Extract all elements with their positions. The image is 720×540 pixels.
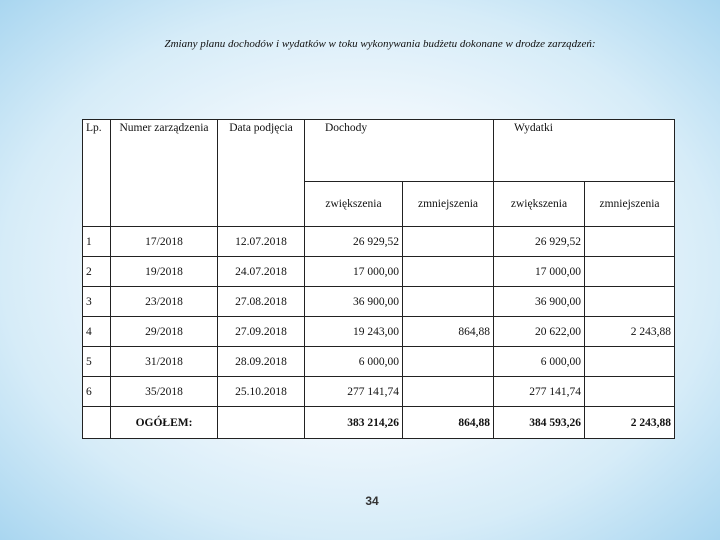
cell-wydatki-zwiekszenia: 6 000,00 xyxy=(494,347,585,377)
total-wydatki-zwiekszenia: 384 593,26 xyxy=(494,407,585,439)
cell-dochody-zmniejszenia xyxy=(403,227,494,257)
cell-numer: 29/2018 xyxy=(111,317,218,347)
header-dochody-label: Dochody xyxy=(325,122,368,134)
total-dochody-zmniejszenia: 864,88 xyxy=(403,407,494,439)
cell-wydatki-zwiekszenia: 36 900,00 xyxy=(494,287,585,317)
cell-numer: 17/2018 xyxy=(111,227,218,257)
cell-dochody-zmniejszenia xyxy=(403,257,494,287)
cell-dochody-zmniejszenia: 864,88 xyxy=(403,317,494,347)
header-dochody xyxy=(305,120,494,182)
cell-wydatki-zmniejszenia xyxy=(585,347,675,377)
cell-dochody-zmniejszenia xyxy=(403,347,494,377)
cell-data: 27.09.2018 xyxy=(218,317,305,347)
cell-wydatki-zmniejszenia xyxy=(585,377,675,407)
cell-dochody-zwiekszenia: 26 929,52 xyxy=(305,227,403,257)
header-wydatki-zmniejszenia: zmniejszenia xyxy=(585,181,675,226)
cell-lp: 1 xyxy=(83,227,111,257)
table-row xyxy=(83,227,675,257)
total-label: OGÓŁEM: xyxy=(111,407,218,439)
header-wydatki-label: Wydatki xyxy=(514,122,553,134)
header-lp: Lp. xyxy=(83,120,111,227)
table-row xyxy=(83,377,675,407)
header-wydatki xyxy=(494,120,675,182)
cell-wydatki-zwiekszenia: 20 622,00 xyxy=(494,317,585,347)
header-dochody-zmniejszenia: zmniejszenia xyxy=(403,181,494,226)
total-dochody-zwiekszenia: 383 214,26 xyxy=(305,407,403,439)
cell-dochody-zwiekszenia: 36 900,00 xyxy=(305,287,403,317)
table-row xyxy=(83,347,675,377)
cell-dochody-zmniejszenia xyxy=(403,377,494,407)
cell-data: 28.09.2018 xyxy=(218,347,305,377)
cell-dochody-zwiekszenia: 17 000,00 xyxy=(305,257,403,287)
header-wydatki-zwiekszenia: zwiększenia xyxy=(494,181,585,226)
total-row xyxy=(83,407,675,439)
cell-lp: 2 xyxy=(83,257,111,287)
total-empty-lp xyxy=(83,407,111,439)
table-row xyxy=(83,287,675,317)
budget-changes-table xyxy=(82,119,675,439)
cell-lp: 5 xyxy=(83,347,111,377)
cell-lp: 3 xyxy=(83,287,111,317)
cell-lp: 6 xyxy=(83,377,111,407)
cell-dochody-zwiekszenia: 19 243,00 xyxy=(305,317,403,347)
header-row-top xyxy=(83,120,675,182)
cell-data: 25.10.2018 xyxy=(218,377,305,407)
table-row xyxy=(83,257,675,287)
cell-numer: 35/2018 xyxy=(111,377,218,407)
header-data: Data podjęcia xyxy=(218,120,305,227)
cell-data: 12.07.2018 xyxy=(218,227,305,257)
cell-wydatki-zmniejszenia xyxy=(585,227,675,257)
cell-lp: 4 xyxy=(83,317,111,347)
total-wydatki-zmniejszenia: 2 243,88 xyxy=(585,407,675,439)
cell-dochody-zmniejszenia xyxy=(403,287,494,317)
cell-wydatki-zmniejszenia: 2 243,88 xyxy=(585,317,675,347)
cell-dochody-zwiekszenia: 6 000,00 xyxy=(305,347,403,377)
table-row xyxy=(83,317,675,347)
cell-numer: 23/2018 xyxy=(111,287,218,317)
cell-numer: 31/2018 xyxy=(111,347,218,377)
cell-wydatki-zmniejszenia xyxy=(585,257,675,287)
cell-wydatki-zwiekszenia: 277 141,74 xyxy=(494,377,585,407)
header-dochody-zwiekszenia: zwiększenia xyxy=(305,181,403,226)
cell-data: 27.08.2018 xyxy=(218,287,305,317)
page-title: Zmiany planu dochodów i wydatków w toku wykonywania budżetu dokonane w drodze zarządzeń: xyxy=(164,38,596,50)
cell-wydatki-zwiekszenia: 17 000,00 xyxy=(494,257,585,287)
header-numer: Numer zarządzenia xyxy=(111,120,218,227)
cell-data: 24.07.2018 xyxy=(218,257,305,287)
cell-wydatki-zwiekszenia: 26 929,52 xyxy=(494,227,585,257)
cell-numer: 19/2018 xyxy=(111,257,218,287)
cell-wydatki-zmniejszenia xyxy=(585,287,675,317)
total-empty-data xyxy=(218,407,305,439)
cell-dochody-zwiekszenia: 277 141,74 xyxy=(305,377,403,407)
page-number: 34 xyxy=(365,494,379,508)
